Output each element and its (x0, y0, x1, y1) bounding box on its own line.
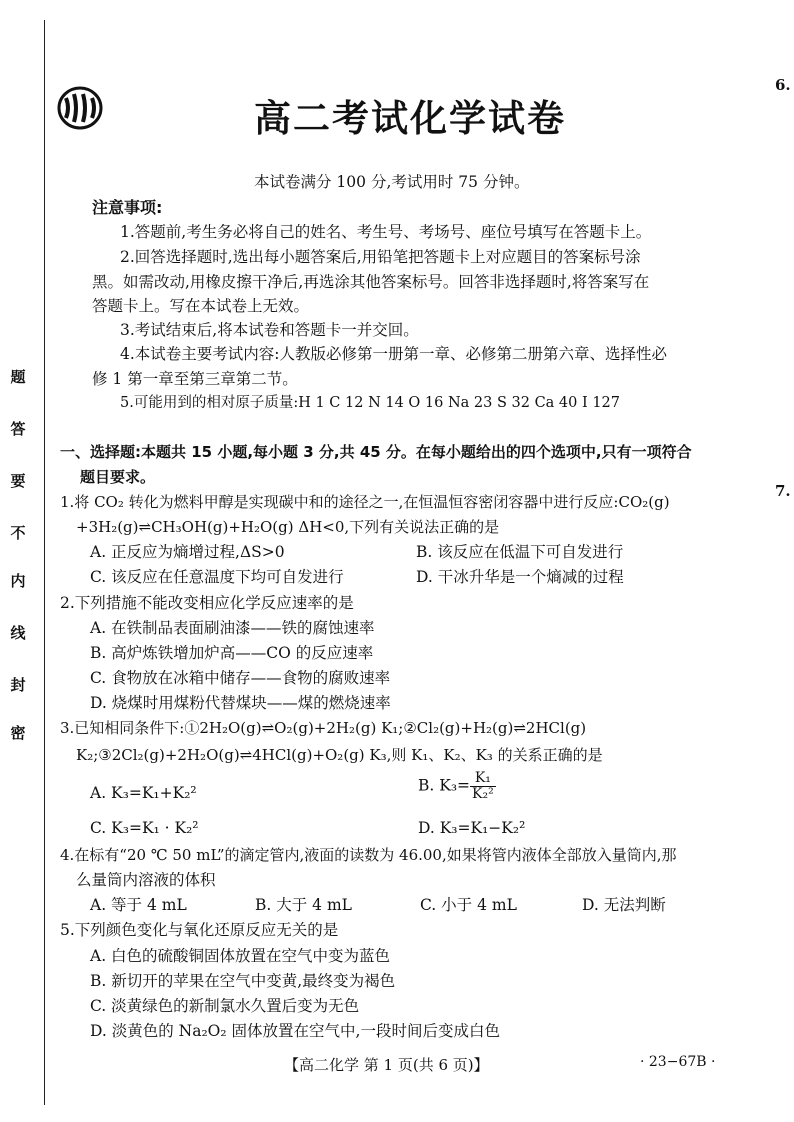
seal-char: 要 (10, 472, 26, 490)
paper-code: · 23−67B · (640, 1054, 716, 1070)
seal-char: 不 (10, 524, 26, 542)
question-stem: 2.下列措施不能改变相应化学反应速率的是 (60, 594, 354, 612)
notes-heading: 注意事项: (92, 198, 163, 217)
seal-char: 封 (10, 676, 26, 694)
note-line: 1.答题前,考生务必将自己的姓名、考生号、考场号、座位号填写在答题卡上。 (120, 223, 652, 241)
question-stem: 3.已知相同条件下:①2H₂O(g)⇌O₂(g)+2H₂(g) K₁;②Cl₂(g)+H₂(g)⇌2HCl(g) (60, 719, 587, 737)
option-b: B. 高炉炼铁增加炉高——CO 的反应速率 (90, 644, 374, 662)
option-a: A. 在铁制品表面刷油漆——铁的腐蚀速率 (90, 619, 375, 637)
page-footer: 【高二化学 第 1 页(共 6 页)】 (284, 1056, 489, 1074)
option-a: A. 等于 4 mL (90, 896, 187, 914)
section-heading: 一、选择题:本题共 15 小题,每小题 3 分,共 45 分。在每小题给出的四个选项中,只有一项符合 (60, 443, 692, 461)
option-c: C. K₃=K₁ · K₂² (90, 819, 199, 837)
note-line: 黑。如需改动,用橡皮擦干净后,再选涂其他答案标号。回答非选择题时,将答案写在 (92, 273, 650, 291)
question-stem: 4.在标有“20 ℃ 50 mL”的滴定管内,液面的读数为 46.00,如果将管内液体全部放入量筒内,那 (60, 846, 677, 864)
option-b (418, 771, 496, 802)
option-a: A. 正反应为熵增过程,ΔS>0 (90, 543, 285, 561)
question-stem: 么量筒内溶液的体积 (76, 871, 216, 889)
binding-margin-line (44, 20, 45, 1105)
question-stem: 1.将 CO₂ 转化为燃料甲醇是实现碳中和的途径之一,在恒温恒容密闭容器中进行反应:CO₂(g) (60, 493, 670, 511)
question-stem: K₂;③2Cl₂(g)+2H₂O(g)⇌4HCl(g)+O₂(g) K₃,则 K₁、K₂、K₃ 的关系正确的是 (76, 746, 603, 764)
option-d: D. K₃=K₁−K₂² (418, 819, 526, 837)
corner-number-mid: 7. (775, 482, 791, 500)
note-line: 5.可能用到的相对原子质量:H 1 C 12 N 14 O 16 Na 23 S 32 Ca 40 I 127 (120, 395, 621, 411)
seal-char: 题 (10, 368, 26, 386)
seal-char: 密 (10, 724, 26, 742)
fraction-denominator: K₂² (472, 786, 494, 802)
option-c: C. 该反应在任意温度下均可自发进行 (90, 568, 344, 586)
option-b: B. 新切开的苹果在空气中变黄,最终变为褐色 (90, 972, 396, 990)
option-b: B. 大于 4 mL (255, 896, 352, 914)
note-line: 4.本试卷主要考试内容:人教版必修第一册第一章、必修第二册第六章、选择性必 (120, 345, 668, 363)
option-c: C. 小于 4 mL (420, 896, 517, 914)
fraction-numerator: K₁ (470, 771, 496, 787)
option-c: C. 食物放在冰箱中储存——食物的腐败速率 (90, 669, 391, 687)
note-line: 3.考试结束后,将本试卷和答题卡一并交回。 (120, 321, 419, 339)
note-line: 修 1 第一章至第三章第二节。 (92, 370, 298, 388)
page-title: 高二考试化学试卷 (254, 97, 566, 140)
option-d: D. 淡黄色的 Na₂O₂ 固体放置在空气中,一段时间后变成白色 (90, 1022, 500, 1040)
question-stem: +3H₂(g)⇌CH₃OH(g)+H₂O(g) ΔH<0,下列有关说法正确的是 (76, 518, 500, 536)
option-d: D. 干冰升华是一个熵减的过程 (416, 568, 624, 586)
note-line: 2.回答选择题时,选出每小题答案后,用铅笔把答题卡上对应题目的答案标号涂 (120, 248, 641, 266)
note-line: 答题卡上。写在本试卷上无效。 (92, 297, 310, 315)
option-d: D. 烧煤时用煤粉代替煤块——煤的燃烧速率 (90, 694, 391, 712)
corner-number-top: 6. (775, 76, 791, 94)
option-c: C. 淡黄绿色的新制氯水久置后变为无色 (90, 997, 360, 1015)
seal-char: 答 (10, 420, 26, 438)
option-a: A. K₃=K₁+K₂² (90, 784, 197, 802)
option-b: B. 该反应在低温下可自发进行 (416, 543, 624, 561)
option-d: D. 无法判断 (582, 896, 666, 914)
seal-char: 线 (10, 624, 26, 642)
section-heading-cont: 题目要求。 (80, 468, 156, 486)
option-b-prefix: B. K₃= (418, 776, 471, 795)
fraction (470, 771, 496, 802)
option-a: A. 白色的硫酸铜固体放置在空气中变为蓝色 (90, 947, 391, 965)
exam-logo-icon (57, 86, 103, 130)
seal-char: 内 (10, 572, 26, 590)
question-stem: 5.下列颜色变化与氧化还原反应无关的是 (60, 921, 339, 939)
exam-info: 本试卷满分 100 分,考试用时 75 分钟。 (254, 173, 530, 191)
